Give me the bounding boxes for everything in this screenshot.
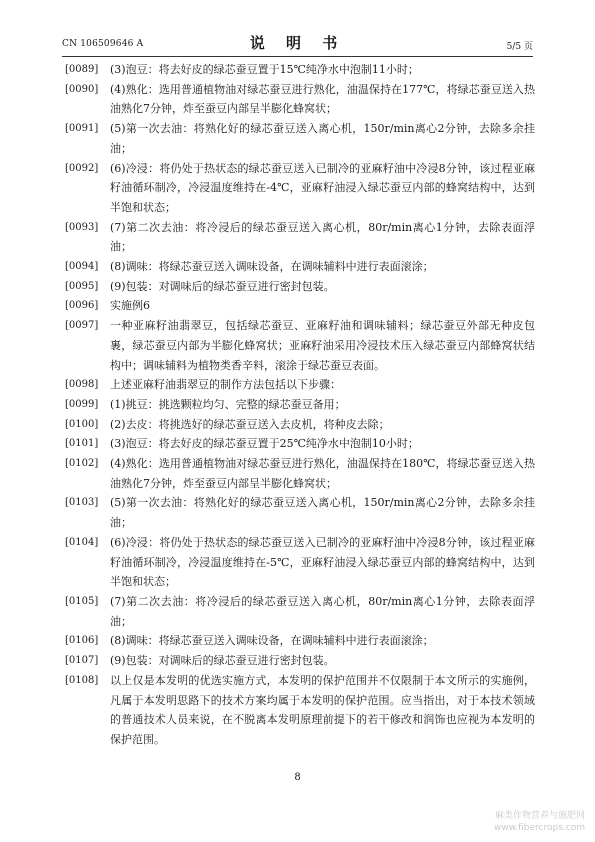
paragraph-text: (1)挑豆：挑选颗粒均匀、完整的绿芯蚕豆备用； [110, 397, 346, 411]
paragraph-number: [0095] [65, 280, 99, 292]
paragraph-number: [0092] [65, 162, 99, 174]
paragraph-number: [0103] [65, 497, 99, 509]
paragraph-number: [0102] [65, 458, 99, 470]
paragraph-number: [0096] [65, 300, 99, 312]
paragraph [65, 159, 535, 218]
watermark-url: www.fibercrops.com [494, 823, 585, 833]
paragraph [65, 395, 535, 415]
paragraph-number: [0106] [65, 635, 99, 647]
paragraph-text: (4)熟化：选用普通植物油对绿芯蚕豆进行熟化，油温保持在177℃，将绿芯蚕豆送入热油熟化7分钟，炸至蚕豆内部呈半膨化蜂窝状； [110, 82, 535, 116]
paragraph [65, 296, 535, 316]
paragraph-text: (3)泡豆：将去好皮的绿芯蚕豆置于25℃纯净水中泡制10小时； [110, 437, 419, 451]
paragraph [65, 375, 535, 395]
document-title: 说 明 书 [249, 34, 346, 52]
paragraph-number: [0098] [65, 379, 99, 391]
paragraph-text: 上述亚麻籽油翡翠豆的制作方法包括以下步骤： [110, 378, 341, 392]
page-number: 8 [294, 772, 301, 783]
paragraph-text: (2)去皮：将挑选好的绿芯蚕豆送入去皮机，将种皮去除； [110, 417, 390, 431]
paragraph-text: (8)调味：将绿芯蚕豆送入调味设备，在调味辅料中进行表面滚涂； [110, 634, 434, 648]
paragraph-number: [0105] [65, 595, 99, 607]
paragraph [65, 415, 535, 435]
paragraph-number: [0099] [65, 398, 99, 410]
paragraph-number: [0093] [65, 221, 99, 233]
paragraph-text: (6)冷浸：将仍处于热状态的绿芯蚕豆送入已制冷的亚麻籽油中冷浸8分钟，该过程亚麻籽油循环制冷，冷浸温度维持在-4℃，亚麻籽油浸入绿芯蚕豆内部的蜂窝结构中，达到半饱和状态； [110, 161, 535, 214]
paragraph [65, 631, 535, 651]
paragraph [65, 257, 535, 277]
paragraph [65, 592, 535, 631]
watermark [494, 810, 585, 834]
paragraph-text: (3)泡豆：将去好皮的绿芯蚕豆置于15℃纯净水中泡制11小时； [110, 63, 419, 76]
paragraph-number: [0101] [65, 438, 99, 450]
paragraph-text: 以上仅是本发明的优选实施方式，本发明的保护范围并不仅限制于本文所示的实施例，凡属于本发明思路下的技术方案均属于本发明的保护范围。应当指出，对于本技术领域的普通技术人员来说，在不脱离本发明原理前提下的若干修改和润饰也应视为本发明的保护范围。 [110, 673, 535, 746]
watermark-text: 麻类作物营养与施肥网 [494, 811, 585, 821]
paragraph-number: [0091] [65, 123, 99, 135]
paragraph [65, 277, 535, 297]
paragraph-text: (9)包装：对调味后的绿芯蚕豆进行密封包装。 [110, 654, 335, 668]
paragraph-text: 实施例6 [110, 299, 150, 313]
paragraph [65, 80, 535, 119]
paragraph-text: (6)冷浸：将仍处于热状态的绿芯蚕豆送入已制冷的亚麻籽油中冷浸8分钟，该过程亚麻籽油循环制冷，冷浸温度维持在-5℃，亚麻籽油浸入绿芯蚕豆内部的蜂窝结构中，达到半饱和状态； [110, 535, 535, 589]
paragraph-number: [0097] [65, 320, 99, 332]
paragraph-text: (4)熟化：选用普通植物油对绿芯蚕豆进行熟化，油温保持在180℃，将绿芯蚕豆送入热油熟化7分钟，炸至蚕豆内部呈半膨化蜂窝状； [110, 457, 535, 490]
paragraph-text: (9)包装：对调味后的绿芯蚕豆进行密封包装。 [110, 279, 335, 293]
paragraph-number: [0090] [65, 83, 99, 95]
paragraph [65, 651, 535, 671]
document-body [65, 60, 535, 750]
paragraph [65, 454, 535, 493]
paragraph-number: [0108] [65, 674, 99, 686]
page-info: 5/5 页 [506, 42, 533, 52]
paragraph [65, 60, 535, 80]
paragraph [65, 218, 535, 257]
paragraph-text: (7)第二次去油：将冷浸后的绿芯蚕豆送入离心机，80r/min离心1分钟，去除表面浮油； [110, 594, 535, 628]
patent-number: CN 106509646 A [62, 39, 144, 49]
paragraph-text: (5)第一次去油：将熟化好的绿芯蚕豆送入离心机，150r/min离心2分钟，去除多余挂油； [110, 122, 535, 155]
header-rule [62, 56, 533, 57]
paragraph-text: 一种亚麻籽油翡翠豆，包括绿芯蚕豆、亚麻籽油和调味辅料；绿芯蚕豆外部无种皮包裹，绿芯蚕豆内部为半膨化蜂窝状；亚麻籽油采用冷浸技术压入绿芯蚕豆内部蜂窝状结构中；调味辅料为植物类香辛料，滚涂于绿芯蚕豆表面。 [110, 319, 535, 372]
paragraph [65, 434, 535, 454]
paragraph-number: [0100] [65, 418, 99, 430]
paragraph-text: (5)第一次去油：将熟化好的绿芯蚕豆送入离心机，150r/min离心2分钟，去除多余挂油； [110, 496, 535, 530]
paragraph [65, 671, 535, 750]
paragraph-text: (8)调味：将绿芯蚕豆送入调味设备，在调味辅料中进行表面滚涂； [110, 260, 434, 274]
paragraph [65, 493, 535, 532]
paragraph-number: [0094] [65, 261, 99, 273]
paragraph [65, 316, 535, 375]
paragraph [65, 533, 535, 592]
paragraph-number: [0089] [65, 64, 99, 75]
paragraph-text: (7)第二次去油：将冷浸后的绿芯蚕豆送入离心机，80r/min离心1分钟，去除表面浮油； [110, 220, 535, 254]
page-header [62, 30, 533, 56]
paragraph-number: [0107] [65, 655, 99, 667]
paragraph [65, 119, 535, 158]
paragraph-number: [0104] [65, 536, 99, 548]
